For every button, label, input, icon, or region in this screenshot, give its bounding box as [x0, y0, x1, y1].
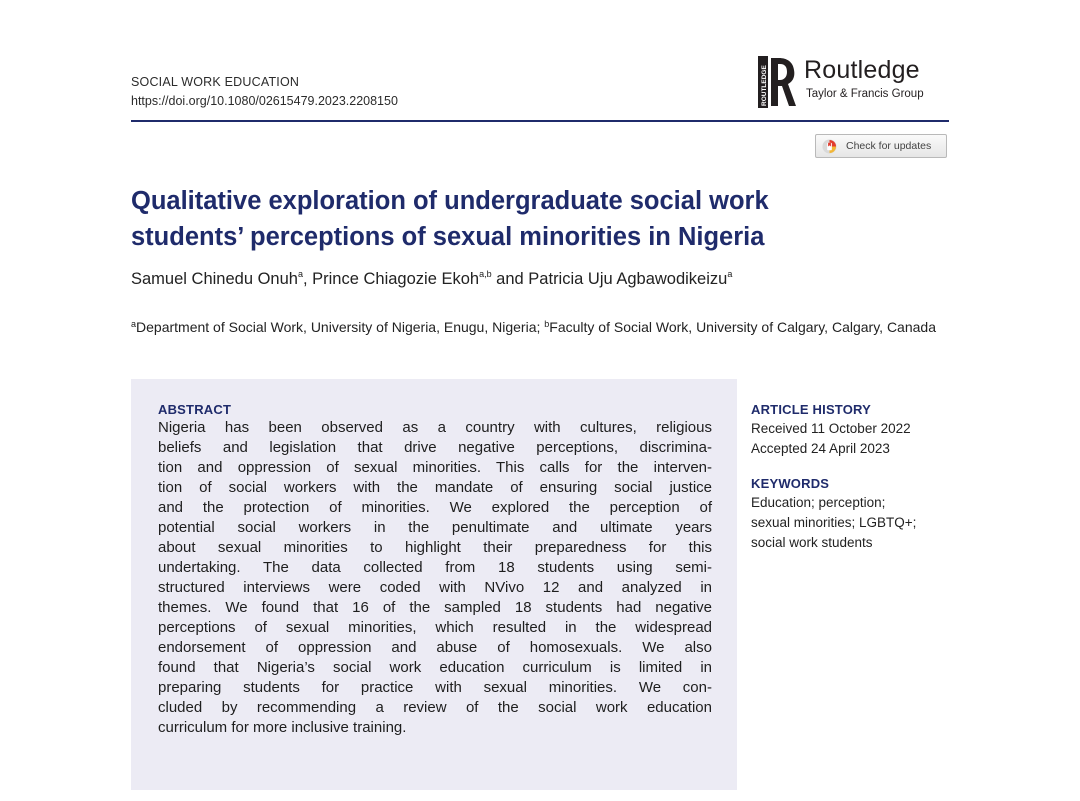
affiliation-mark: a — [131, 319, 137, 329]
author-affil-mark: a — [297, 269, 303, 279]
publisher-logo — [758, 56, 958, 112]
abstract-line: and the protection of minorities. We explored the perception of — [158, 499, 712, 516]
abstract-line: Nigeria has been observed as a country with cultures, religious — [158, 419, 712, 436]
author-separator: , — [302, 270, 313, 288]
abstract-line: perceptions of sexual minorities, which resulted in the widespread — [158, 619, 712, 636]
routledge-r-icon — [758, 56, 796, 108]
check-for-updates-label: Check for updates — [846, 140, 932, 152]
author-affil-mark: a,b — [479, 269, 492, 279]
publisher-group: Taylor & Francis Group — [806, 88, 924, 100]
crossmark-icon — [822, 139, 837, 154]
author-name[interactable]: Samuel Chinedu Onuh — [131, 270, 298, 288]
abstract-line: endorsement of oppression and abuse of homosexuals. We also — [158, 639, 712, 656]
check-for-updates-button[interactable] — [815, 134, 947, 158]
abstract-line: found that Nigeria’s social work education curriculum is limited in — [158, 659, 712, 676]
author-list — [131, 269, 732, 289]
received-date: Received 11 October 2022 — [751, 421, 911, 436]
affiliation-a: Department of Social Work, University of Nigeria, Enugu, Nigeria; — [136, 319, 545, 335]
author-name[interactable]: Patricia Uju Agbawodikeizu — [528, 270, 728, 288]
abstract-line: structured interviews were coded with NVivo 12 and analyzed in — [158, 579, 712, 596]
affiliation-b: Faculty of Social Work, University of Calgary, Calgary, Canada — [549, 319, 936, 335]
logo-vertical-text: ROUTLEDGE — [761, 65, 768, 106]
abstract-line: tion and oppression of sexual minorities. This calls for the interven- — [158, 459, 712, 476]
article-title-line1: Qualitative exploration of undergraduate social work — [131, 187, 769, 215]
keywords-line: social work students — [751, 535, 873, 550]
abstract-line: undertaking. The data collected from 18 students using semi- — [158, 559, 712, 576]
abstract-line: curriculum for more inclusive training. — [158, 719, 407, 736]
publisher-name: Routledge — [804, 56, 920, 84]
journal-name: SOCIAL WORK EDUCATION — [131, 75, 300, 89]
abstract-line: themes. We found that 16 of the sampled 18 students had negative — [158, 599, 712, 616]
article-history-heading: ARTICLE HISTORY — [751, 402, 872, 417]
doi-link[interactable]: https://doi.org/10.1080/02615479.2023.2208150 — [131, 94, 398, 108]
abstract-text — [158, 418, 712, 738]
keywords-line: Education; perception; — [751, 495, 886, 510]
article-title — [131, 183, 931, 255]
keywords-heading: KEYWORDS — [751, 476, 830, 491]
article-title-line2: students’ perceptions of sexual minorities in Nigeria — [131, 223, 765, 251]
header-divider — [131, 120, 949, 122]
keywords-line: sexual minorities; LGBTQ+; — [751, 515, 917, 530]
author-affil-mark: a — [727, 269, 733, 279]
author-separator: and — [491, 270, 529, 288]
affiliation-mark: b — [544, 319, 550, 329]
abstract-line: preparing students for practice with sexual minorities. We con- — [158, 679, 712, 696]
journal-header — [131, 73, 398, 111]
abstract-line: about sexual minorities to highlight their preparedness for this — [158, 539, 712, 556]
abstract-line: cluded by recommending a review of the social work education — [158, 699, 712, 716]
abstract-line: tion of social workers with the mandate of ensuring social justice — [158, 479, 712, 496]
abstract-line: potential social workers in the penultimate and ultimate years — [158, 519, 712, 536]
author-name[interactable]: Prince Chiagozie Ekoh — [312, 270, 480, 288]
affiliations — [131, 314, 951, 338]
abstract-line: beliefs and legislation that drive negative perceptions, discrimina- — [158, 439, 712, 456]
abstract-heading: ABSTRACT — [158, 402, 232, 417]
accepted-date: Accepted 24 April 2023 — [751, 441, 890, 456]
